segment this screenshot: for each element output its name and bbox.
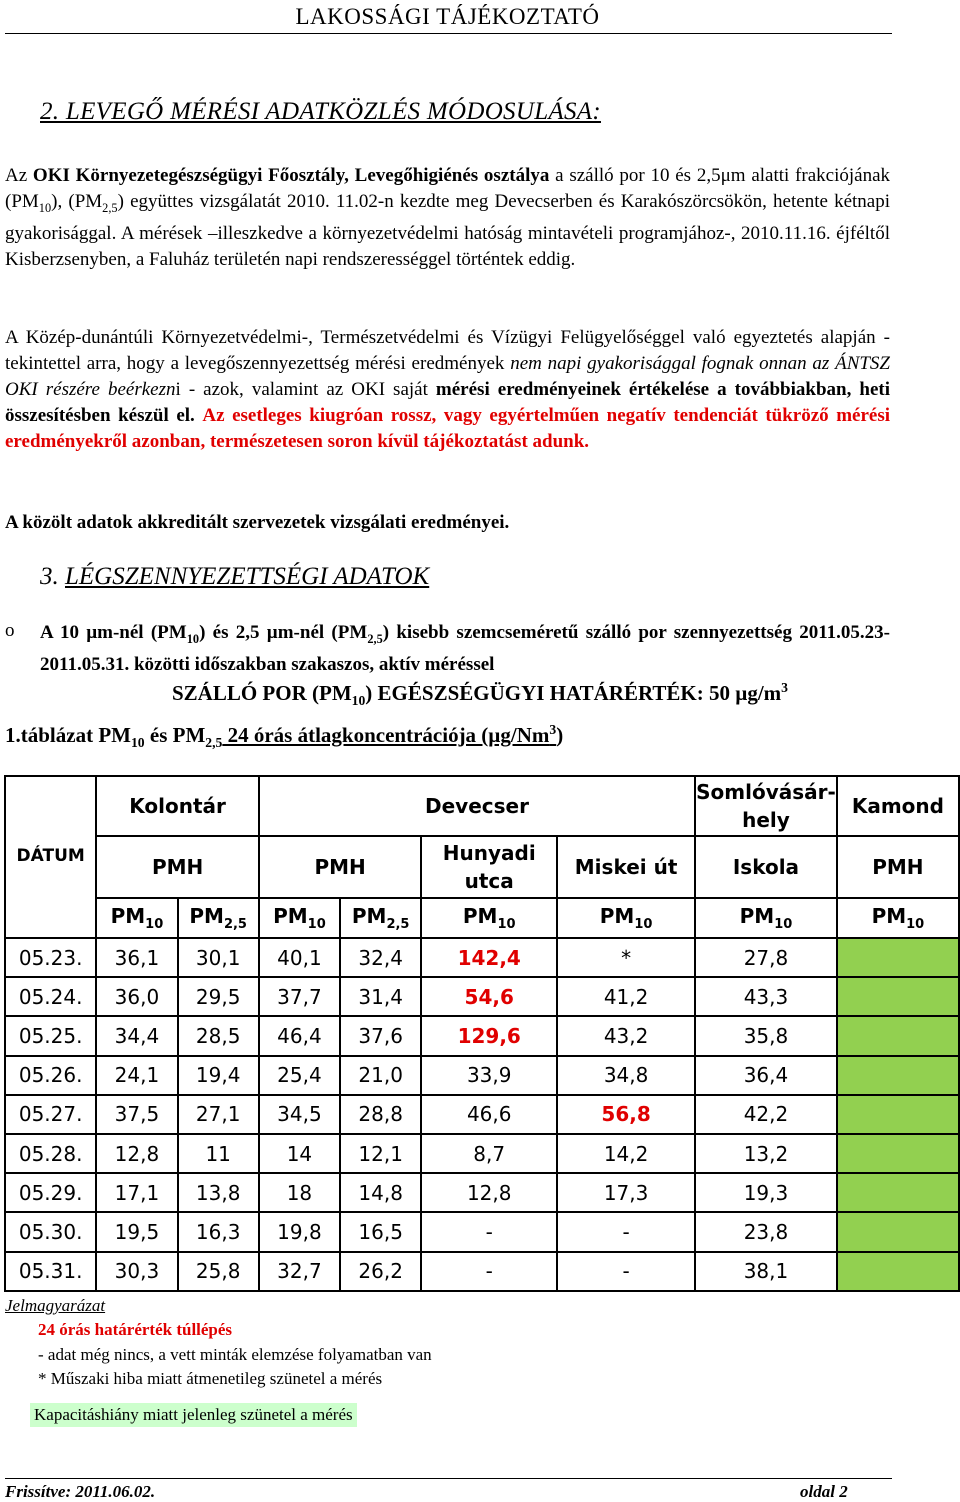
date-header: DÁTUM [5,836,96,898]
value-cell: 14,8 [340,1173,421,1212]
value-cell: 12,8 [96,1134,177,1173]
value-cell: 8,7 [421,1134,557,1173]
value-cell: 25,4 [259,1056,340,1095]
header-divider [5,33,892,34]
value-cell: 129,6 [421,1016,557,1055]
value-cell: 43,2 [557,1016,695,1055]
value-cell: 28,5 [178,1016,259,1055]
value-cell: 21,0 [340,1056,421,1095]
value-cell: 12,1 [340,1134,421,1173]
value-cell: 34,5 [259,1095,340,1134]
kamond-no-data-cell [837,1173,959,1212]
value-cell: 14,2 [557,1134,695,1173]
legend-tech-fault: * Műszaki hiba miatt átmenetileg szünetel a mérés [38,1369,383,1388]
value-cell: 11 [178,1134,259,1173]
table-row [5,1173,959,1212]
site-iskola: Iskola [695,836,837,898]
kamond-no-data-cell [837,1252,959,1291]
value-cell: 34,4 [96,1016,177,1055]
footer-page-number: oldal 2 [800,1482,848,1501]
value-cell: 37,6 [340,1016,421,1055]
site-kolontar-pmh: PMH [96,836,259,898]
kamond-no-data-cell [837,977,959,1016]
date-cell: 05.27. [5,1095,96,1134]
value-cell: 40,1 [259,938,340,977]
value-cell: 19,8 [259,1212,340,1251]
value-cell: 37,7 [259,977,340,1016]
table-row [5,1252,959,1291]
value-cell: 14 [259,1134,340,1173]
page-header-title: LAKOSSÁGI TÁJÉKOZTATÓ [295,4,600,29]
pm-label: $PM_{10}$ [421,898,557,938]
value-cell: 24,1 [96,1056,177,1095]
value-cell: 32,4 [340,938,421,977]
date-cell: 05.29. [5,1173,96,1212]
value-cell: 32,7 [259,1252,340,1291]
bullet-marker: o [5,620,15,641]
value-cell: 43,3 [695,977,837,1016]
table-row [5,1056,959,1095]
paragraph-agreement: A Közép-dunántúli Környezetvédelmi-, Természetvédelmi és Vízügyi Felügyelőséggel való egyeztetés alapján - tekintettel arra, hogy a levegőszennyezettség mérési eredmények nem napi gyakorisággal fognak onnan az ÁNTSZ OKI részére beérkezni - azok, valamint az OKI saját mérési eredményeinek értékelése a továbbiakban, heti összesítésben készül el. Az esetleges kiugróan rossz, vagy egyértelműen negatív tendenciát tükröző mérési eredményekről azonban, természetesen soron kívül tájékoztatást adunk. [5,327,891,452]
value-cell: - [421,1212,557,1251]
value-cell: 27,1 [178,1095,259,1134]
date-cell: 05.31. [5,1252,96,1291]
table-row [5,1134,959,1173]
value-cell: * [557,938,695,977]
value-cell: 12,8 [421,1173,557,1212]
value-cell: 142,4 [421,938,557,977]
footer-updated: Frissítve: 2011.06.02. [5,1482,156,1501]
pm-type-row [5,898,959,938]
value-cell: 19,3 [695,1173,837,1212]
section-3-title: 3. LÉGSZENNYEZETTSÉGI ADATOK [40,563,430,590]
value-cell: - [557,1252,695,1291]
legend-exceed: 24 órás határérték túllépés [38,1320,233,1339]
value-cell: 27,8 [695,938,837,977]
value-cell: 19,4 [178,1056,259,1095]
value-cell: 19,5 [96,1212,177,1251]
site-miskei-ut: Miskei út [557,836,695,898]
table-row [5,1016,959,1055]
pm-label: $PM_{10}$ [837,898,959,938]
location-kolontar: Kolontár [96,776,259,836]
value-cell: 56,8 [557,1095,695,1134]
value-cell: 17,3 [557,1173,695,1212]
site-devecser-pmh: PMH [259,836,422,898]
table-row [5,938,959,977]
footer-divider [5,1478,892,1479]
value-cell: 38,1 [695,1252,837,1291]
legend-pending: - adat még nincs, a vett minták elemzése folyamatban van [38,1345,432,1364]
kamond-no-data-cell [837,1134,959,1173]
value-cell: 37,5 [96,1095,177,1134]
site-hunyadi-utca: Hunyadi utca [421,836,557,898]
value-cell: 36,0 [96,977,177,1016]
date-cell: 05.26. [5,1056,96,1095]
value-cell: 46,4 [259,1016,340,1055]
value-cell: 42,2 [695,1095,837,1134]
value-cell: 30,3 [96,1252,177,1291]
pm-label: $PM_{10}$ [557,898,695,938]
value-cell: - [421,1252,557,1291]
value-cell: 36,1 [96,938,177,977]
section-2-title: 2. LEVEGŐ MÉRÉSI ADATKÖZLÉS MÓDOSULÁSA: [40,98,601,125]
value-cell: 17,1 [96,1173,177,1212]
date-cell: 05.24. [5,977,96,1016]
pm-concentration-table [4,775,960,1292]
value-cell: 13,8 [178,1173,259,1212]
value-cell: 54,6 [421,977,557,1016]
value-cell: 13,2 [695,1134,837,1173]
value-cell: 23,8 [695,1212,837,1251]
table-row [5,977,959,1016]
kamond-no-data-cell [837,1095,959,1134]
value-cell: 16,3 [178,1212,259,1251]
value-cell: 41,2 [557,977,695,1016]
value-cell: 26,2 [340,1252,421,1291]
pm-label: $PM_{10}$ [695,898,837,938]
date-cell: 05.25. [5,1016,96,1055]
value-cell: 35,8 [695,1016,837,1055]
kamond-no-data-cell [837,1016,959,1055]
legend-capacity: Kapacitáshiány miatt jelenleg szünetel a mérés [30,1403,357,1427]
value-cell: 36,4 [695,1056,837,1095]
bullet-description: A 10 µm-nél $(PM_{10})$ és 2,5 µm-nél $(PM_{2,5})$ kisebb szemcseméretű szálló por szennyezettség 2011.05.23-2011.05.31. közötti időszakban szakaszos, aktív méréssel [40,622,891,675]
paragraph-accredited: A közölt adatok akkreditált szervezetek vizsgálati eredményei. [5,512,510,533]
pm-label: $PM_{2,5}$ [340,898,421,938]
pm-label: $PM_{10}$ [259,898,340,938]
kamond-no-data-cell [837,1212,959,1251]
location-kamond: Kamond [837,776,959,836]
paragraph-measurement-change: Az OKI Környezetegészségügyi Főosztály, Levegőhigiénés osztálya a szálló por 10 és 2,5μm alatti frakciójának $(PM_{10})$, $(PM_{2,5})$ együttes vizsgálatát 2010. 11.02-n kezdte meg Devecserben és Karakószörcsökön, hetente kétnapi gyakorisággal. A mérések –illeszkedve a környezetvédelmi hatóság mintavételi programjához-, 2010.11.16. éjféltől Kisberzsenyben, a Faluház területén napi rendszerességgel történtek eddig. [5,165,891,270]
date-cell: 05.28. [5,1134,96,1173]
value-cell: 33,9 [421,1056,557,1095]
value-cell: 34,8 [557,1056,695,1095]
legend-title: Jelmagyarázat [5,1296,106,1315]
value-cell: 28,8 [340,1095,421,1134]
health-limit-heading: SZÁLLÓ POR $(PM_{10})$ EGÉSZSÉGÜGYI HATÁRÉRTÉK: 50 $\mu g/m^3$ [171,680,788,709]
location-somlovasarhely: Somlóvásár- hely [695,776,837,836]
pm-label: $PM_{2,5}$ [178,898,259,938]
table-row [5,1212,959,1251]
kamond-no-data-cell [837,1056,959,1095]
value-cell: 29,5 [178,977,259,1016]
value-cell: - [557,1212,695,1251]
table-row [5,1095,959,1134]
value-cell: 30,1 [178,938,259,977]
value-cell: 31,4 [340,977,421,1016]
date-header-top [5,776,96,836]
site-kamond-pmh: PMH [837,836,959,898]
kamond-no-data-cell [837,938,959,977]
location-devecser: Devecser [259,776,695,836]
value-cell: 16,5 [340,1212,421,1251]
value-cell: 25,8 [178,1252,259,1291]
pm-label: $PM_{10}$ [96,898,177,938]
table-caption: 1.táblázat $PM_{10}$ és $PM_{2,5}$ 24 órás átlagkoncentrációja (µg/Nm$^3$) [5,722,564,751]
value-cell: 46,6 [421,1095,557,1134]
date-cell: 05.30. [5,1212,96,1251]
date-cell: 05.23. [5,938,96,977]
date-header-bottom [5,898,96,938]
value-cell: 18 [259,1173,340,1212]
